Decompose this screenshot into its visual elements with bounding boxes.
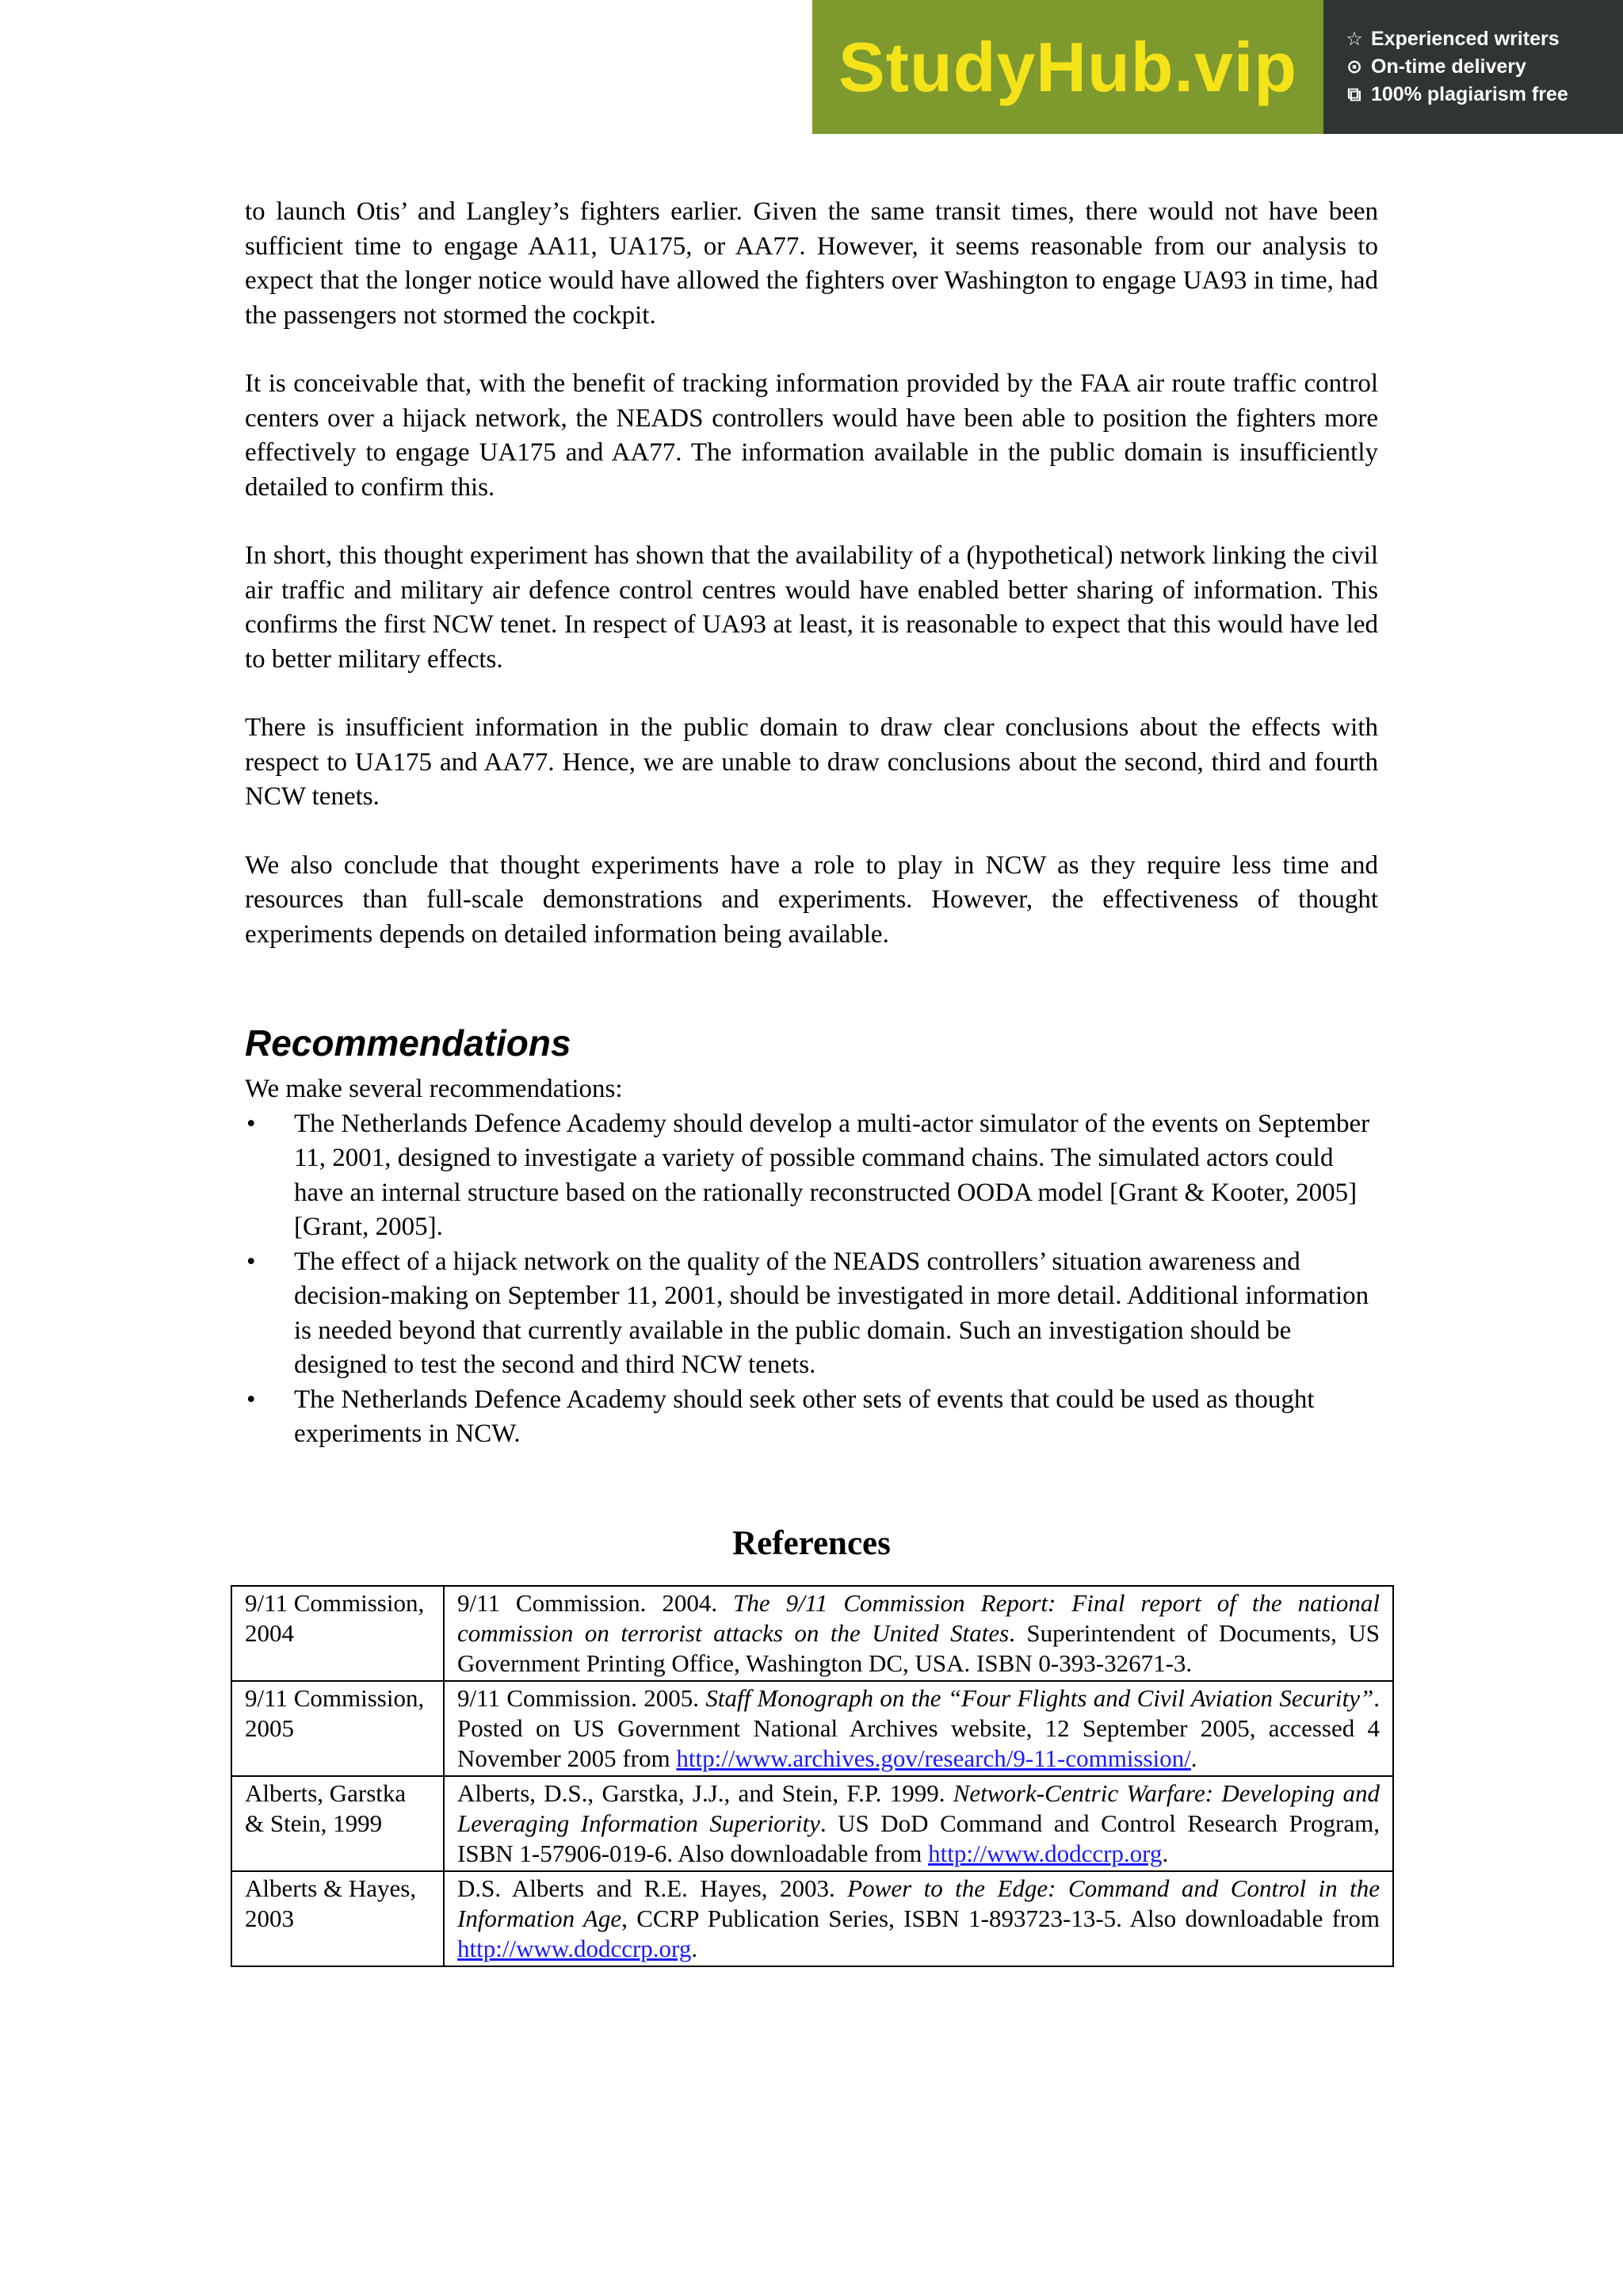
recommendations-intro: We make several recommendations: [245, 1075, 623, 1103]
reference-entry [444, 1586, 1393, 1681]
reference-key: 9/11 Commission, 2004 [231, 1586, 444, 1681]
list-item-text: The effect of a hijack network on the quality of the NEADS controllers’ situation awareness and decision-making on September 11, 2001, should be investigated in more detail. Additional information is needed beyond that currently available in the public domain. Such an investigation should be designed to test the second and third NCW tenets. [294, 1247, 1369, 1379]
reference-authors: 9/11 Commission. 2005. [457, 1683, 706, 1712]
reference-link[interactable]: http://www.archives.gov/research/9-11-commission/ [676, 1744, 1191, 1772]
list-item-text: The Netherlands Defence Academy should seek other sets of events that could be used as thought experiments in NCW. [294, 1385, 1315, 1448]
brand-name: StudyHub.vip [838, 27, 1298, 106]
feature-item [1344, 55, 1623, 78]
paragraph: There is insufficient information in the public domain to draw clear conclusions about the effects with respect to UA175 and AA77. Hence, we are unable to draw conclusions about the second, third and fourth NCW tenets. [245, 713, 1378, 811]
paragraph: In short, this thought experiment has shown that the availability of a (hypothetical) network linking the civil air traffic and military air defence control centres would have enabled better sharing of information. This confirms the first NCW tenet. In respect of UA93 at least, it is reasonable to expect that this would have led to better military effects. [245, 541, 1378, 674]
table-row [231, 1776, 1393, 1871]
reference-entry [444, 1681, 1393, 1776]
reference-key: Alberts & Hayes, 2003 [231, 1871, 444, 1966]
reference-title: Network-Centric Warfare: Developing and Leveraging Information Superiority [457, 1778, 1381, 1837]
table-row [231, 1586, 1393, 1681]
reference-key: Alberts, Garstka & Stein, 1999 [231, 1776, 444, 1871]
reference-title: Power to the Edge: Command and Control in the Information Age [457, 1874, 1380, 1932]
table-row [231, 1871, 1393, 1966]
brand-logo[interactable] [812, 0, 1323, 134]
feature-label: 100% plagiarism free [1371, 83, 1568, 105]
reference-key: 9/11 Commission, 2005 [231, 1681, 444, 1776]
reference-link[interactable]: http://www.dodccrp.org [457, 1934, 692, 1962]
clock-icon: ⊙ [1346, 56, 1363, 78]
references-table [231, 1585, 1394, 1967]
feature-label: Experienced writers [1371, 28, 1560, 50]
list-item-text: The Netherlands Defence Academy should develop a multi-actor simulator of the events on September 11, 2001, designed to investigate a variety of possible command chains. The simulated actors could have an internal structure based on the rationally reconstructed OODA model [Grant & Kooter, 2005] [Grant, 2005]. [294, 1109, 1370, 1241]
bullet-icon: • [246, 1109, 256, 1138]
document-body [245, 195, 1381, 1967]
reference-details: . US DoD Command and Control Research Program, ISBN 1-57906-019-6. Also downloadable from [457, 1809, 1380, 1867]
list-item [245, 1107, 1378, 1245]
paragraph: We also conclude that thought experiments have a role to play in NCW as they require less time and resources than full-scale demonstrations and experiments. However, the effectiveness of thought experiments depends on detailed information being available. [245, 850, 1378, 949]
paragraph: to launch Otis’ and Langley’s fighters earlier. Given the same transit times, there would not have been sufficient time to engage AA11, UA175, or AA77. However, it seems reasonable from our analysis to expect that the longer notice would have allowed the fighters over Washington to engage UA93 in time, had the passengers not stormed the cockpit. [245, 197, 1378, 330]
references-heading: References [732, 1524, 891, 1562]
feature-item [1344, 28, 1623, 51]
bullet-icon: • [246, 1385, 256, 1414]
reference-details: . Posted on US Government National Archives website, 12 September 2005, accessed 4 November 2005 from [457, 1683, 1380, 1772]
reference-authors: Alberts, D.S., Garstka, J.J., and Stein, F.P. 1999. [457, 1778, 953, 1807]
reference-entry [444, 1776, 1393, 1871]
feature-list [1323, 0, 1623, 134]
reference-title: The 9/11 Commission Report: Final report of the national commission on terrorist attacks on the United States [457, 1588, 1380, 1647]
list-item [245, 1383, 1378, 1452]
list-item [245, 1245, 1378, 1383]
reference-tail: . [1162, 1839, 1169, 1867]
reference-title: Staff Monograph on the “Four Flights and Civil Aviation Security” [705, 1683, 1374, 1712]
reference-authors: 9/11 Commission. 2004. [457, 1588, 734, 1617]
table-row [231, 1681, 1393, 1776]
copy-check-icon: ⧉ [1347, 83, 1361, 105]
ad-banner[interactable] [812, 0, 1623, 134]
reference-details: . Superintendent of Documents, US Government Printing Office, Washington DC, USA. ISBN 0-393-32671-3. [457, 1618, 1380, 1677]
recommendations-list [245, 1107, 1378, 1452]
reference-tail: . [1190, 1744, 1197, 1772]
feature-label: On-time delivery [1371, 55, 1526, 78]
bullet-icon: • [246, 1247, 256, 1276]
reference-details: , CCRP Publication Series, ISBN 1-893723-13-5. Also downloadable from [621, 1904, 1380, 1932]
feature-item [1344, 83, 1623, 106]
reference-authors: D.S. Alberts and R.E. Hayes, 2003. [457, 1874, 848, 1902]
reference-tail: . [691, 1934, 698, 1962]
star-outline-icon: ☆ [1346, 29, 1363, 50]
recommendations-heading: Recommendations [245, 1022, 571, 1064]
paragraph: It is conceivable that, with the benefit of tracking information provided by the FAA air route traffic control centers over a hijack network, the NEADS controllers would have been able to position the fighters more effectively to engage UA175 and AA77. The information available in the public domain is insufficiently detailed to confirm this. [245, 369, 1378, 502]
reference-link[interactable]: http://www.dodccrp.org [928, 1839, 1163, 1867]
reference-entry [444, 1871, 1393, 1966]
